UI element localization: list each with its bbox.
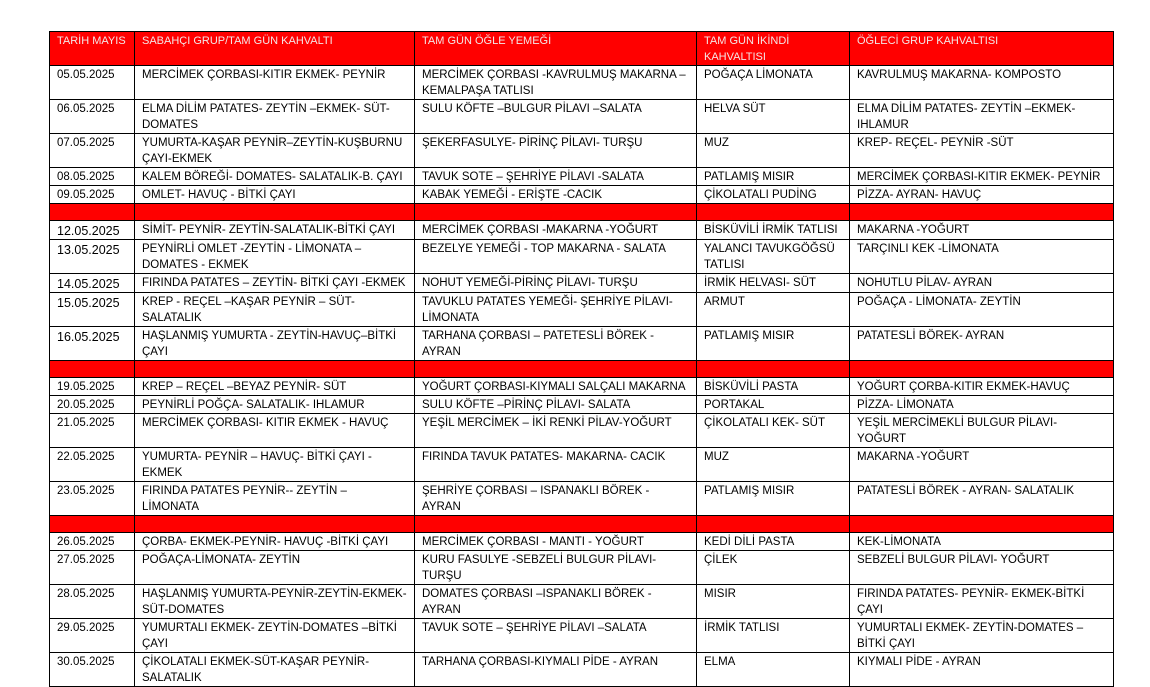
cell-date: 30.05.2025 — [50, 653, 135, 687]
cell-afternoon-snack: PORTAKAL — [697, 396, 850, 414]
cell-afternoon-group-breakfast: KREP- REÇEL- PEYNİR -SÜT — [850, 134, 1114, 168]
header-afternoon-group-breakfast: ÖĞLECİ GRUP KAHVALTISI — [850, 32, 1114, 66]
cell-afternoon-snack: PATLAMIŞ MISIR — [697, 327, 850, 361]
cell-afternoon-snack: ÇİKOLATALI KEK- SÜT — [697, 414, 850, 448]
cell-afternoon-group-breakfast: MAKARNA -YOĞURT — [850, 448, 1114, 482]
cell-morning-breakfast: ÇİKOLATALI EKMEK-SÜT-KAŞAR PEYNİR-SALATALIK — [135, 653, 415, 687]
cell-afternoon-group-breakfast: TARÇINLI KEK -LİMONATA — [850, 240, 1114, 274]
cell-afternoon-group-breakfast: SEBZELİ BULGUR PİLAVI- YOĞURT — [850, 551, 1114, 585]
cell-afternoon-group-breakfast: PATATESLİ BÖREK- AYRAN — [850, 327, 1114, 361]
cell-afternoon-group-breakfast: FIRINDA PATATES- PEYNİR- EKMEK-BİTKİ ÇAYI — [850, 585, 1114, 619]
cell-morning-breakfast: YUMURTALI EKMEK- ZEYTİN-DOMATES –BİTKİ ÇAYI — [135, 619, 415, 653]
separator-cell — [850, 204, 1114, 221]
cell-morning-breakfast: KALEM BÖREĞİ- DOMATES- SALATALIK-B. ÇAYI — [135, 168, 415, 186]
cell-afternoon-group-breakfast: MAKARNA -YOĞURT — [850, 221, 1114, 240]
separator-cell — [697, 516, 850, 533]
separator-cell — [50, 516, 135, 533]
cell-afternoon-group-breakfast: YEŞİL MERCİMEKLİ BULGUR PİLAVI- YOĞURT — [850, 414, 1114, 448]
cell-date: 29.05.2025 — [50, 619, 135, 653]
cell-date: 08.05.2025 — [50, 168, 135, 186]
table-row — [50, 482, 1114, 516]
cell-morning-breakfast: HAŞLANMIŞ YUMURTA-PEYNİR-ZEYTİN-EKMEK-SÜT-DOMATES — [135, 585, 415, 619]
cell-date: 07.05.2025 — [50, 134, 135, 168]
cell-afternoon-group-breakfast: PİZZA- AYRAN- HAVUÇ — [850, 186, 1114, 204]
table-row — [50, 378, 1114, 396]
cell-date: 06.05.2025 — [50, 100, 135, 134]
week-separator — [50, 204, 1114, 221]
cell-date: 15.05.2025 — [50, 293, 135, 327]
cell-afternoon-group-breakfast: KAVRULMUŞ MAKARNA- KOMPOSTO — [850, 66, 1114, 100]
cell-afternoon-snack: HELVA SÜT — [697, 100, 850, 134]
cell-date: 22.05.2025 — [50, 448, 135, 482]
separator-cell — [135, 516, 415, 533]
cell-morning-breakfast: POĞAÇA-LİMONATA- ZEYTİN — [135, 551, 415, 585]
cell-afternoon-group-breakfast: YOĞURT ÇORBA-KITIR EKMEK-HAVUÇ — [850, 378, 1114, 396]
cell-morning-breakfast: MERCİMEK ÇORBASI-KITIR EKMEK- PEYNİR — [135, 66, 415, 100]
cell-date: 14.05.2025 — [50, 274, 135, 293]
table-row — [50, 240, 1114, 274]
cell-lunch: FIRINDA TAVUK PATATES- MAKARNA- CACIK — [415, 448, 697, 482]
separator-cell — [850, 516, 1114, 533]
cell-lunch: MERCİMEK ÇORBASI -KAVRULMUŞ MAKARNA – KEMALPAŞA TATLISI — [415, 66, 697, 100]
table-row — [50, 327, 1114, 361]
cell-lunch: SULU KÖFTE –PİRİNÇ PİLAVI- SALATA — [415, 396, 697, 414]
table-row — [50, 533, 1114, 551]
cell-date: 05.05.2025 — [50, 66, 135, 100]
cell-morning-breakfast: PEYNİRLİ POĞÇA- SALATALIK- IHLAMUR — [135, 396, 415, 414]
cell-afternoon-snack: MUZ — [697, 448, 850, 482]
cell-morning-breakfast: KREP - REÇEL –KAŞAR PEYNİR – SÜT- SALATALIK — [135, 293, 415, 327]
cell-afternoon-snack: ARMUT — [697, 293, 850, 327]
header-afternoon-snack: TAM GÜN İKİNDİ KAHVALTISI — [697, 32, 850, 66]
cell-morning-breakfast: PEYNİRLİ OMLET -ZEYTİN - LİMONATA – DOMATES - EKMEK — [135, 240, 415, 274]
table-row — [50, 66, 1114, 100]
cell-morning-breakfast: ELMA DİLİM PATATES- ZEYTİN –EKMEK- SÜT-DOMATES — [135, 100, 415, 134]
cell-lunch: KABAK YEMEĞİ - ERİŞTE -CACIK — [415, 186, 697, 204]
meal-menu-table — [49, 31, 1114, 687]
cell-date: 20.05.2025 — [50, 396, 135, 414]
table-row — [50, 619, 1114, 653]
table-row — [50, 274, 1114, 293]
cell-date: 12.05.2025 — [50, 221, 135, 240]
table-row — [50, 168, 1114, 186]
cell-morning-breakfast: ÇORBA- EKMEK-PEYNİR- HAVUÇ -BİTKİ ÇAYI — [135, 533, 415, 551]
cell-morning-breakfast: FIRINDA PATATES PEYNİR-- ZEYTİN – LİMONATA — [135, 482, 415, 516]
cell-morning-breakfast: SİMİT- PEYNİR- ZEYTİN-SALATALIK-BİTKİ ÇAYI — [135, 221, 415, 240]
header-lunch: TAM GÜN ÖĞLE YEMEĞİ — [415, 32, 697, 66]
table-row — [50, 396, 1114, 414]
week-separator — [50, 516, 1114, 533]
cell-afternoon-snack: MUZ — [697, 134, 850, 168]
cell-afternoon-group-breakfast: POĞAÇA - LİMONATA- ZEYTİN — [850, 293, 1114, 327]
cell-date: 26.05.2025 — [50, 533, 135, 551]
cell-lunch: NOHUT YEMEĞİ-PİRİNÇ PİLAVI- TURŞU — [415, 274, 697, 293]
cell-date: 13.05.2025 — [50, 240, 135, 274]
table-row — [50, 134, 1114, 168]
cell-date: 16.05.2025 — [50, 327, 135, 361]
separator-cell — [697, 204, 850, 221]
cell-date: 21.05.2025 — [50, 414, 135, 448]
cell-afternoon-snack: POĞAÇA LİMONATA — [697, 66, 850, 100]
cell-afternoon-group-breakfast: KIYMALI PİDE - AYRAN — [850, 653, 1114, 687]
cell-lunch: TARHANA ÇORBASI – PATETESLİ BÖREK -AYRAN — [415, 327, 697, 361]
cell-afternoon-snack: MISIR — [697, 585, 850, 619]
cell-lunch: KURU FASULYE -SEBZELİ BULGUR PİLAVI-TURŞU — [415, 551, 697, 585]
cell-morning-breakfast: YUMURTA-KAŞAR PEYNİR–ZEYTİN-KUŞBURNU ÇAYI-EKMEK — [135, 134, 415, 168]
cell-lunch: DOMATES ÇORBASI –ISPANAKLI BÖREK - AYRAN — [415, 585, 697, 619]
cell-afternoon-snack: ELMA — [697, 653, 850, 687]
separator-cell — [50, 204, 135, 221]
table-row — [50, 448, 1114, 482]
cell-afternoon-snack: PATLAMIŞ MISIR — [697, 168, 850, 186]
table-row — [50, 186, 1114, 204]
cell-date: 27.05.2025 — [50, 551, 135, 585]
cell-lunch: TAVUK SOTE – ŞEHRİYE PİLAVI -SALATA — [415, 168, 697, 186]
cell-afternoon-snack: PATLAMIŞ MISIR — [697, 482, 850, 516]
cell-afternoon-snack: İRMİK HELVASI- SÜT — [697, 274, 850, 293]
cell-lunch: YOĞURT ÇORBASI-KIYMALI SALÇALI MAKARNA — [415, 378, 697, 396]
cell-morning-breakfast: YUMURTA- PEYNİR – HAVUÇ- BİTKİ ÇAYI - EKMEK — [135, 448, 415, 482]
cell-lunch: MERCİMEK ÇORBASI -MAKARNA -YOĞURT — [415, 221, 697, 240]
cell-afternoon-group-breakfast: KEK-LİMONATA — [850, 533, 1114, 551]
cell-afternoon-group-breakfast: NOHUTLU PİLAV- AYRAN — [850, 274, 1114, 293]
week-separator — [50, 361, 1114, 378]
cell-afternoon-snack: BİSKÜVİLİ PASTA — [697, 378, 850, 396]
separator-cell — [135, 361, 415, 378]
separator-cell — [697, 361, 850, 378]
cell-lunch: BEZELYE YEMEĞİ - TOP MAKARNA - SALATA — [415, 240, 697, 274]
separator-cell — [850, 361, 1114, 378]
cell-afternoon-snack: ÇİKOLATALI PUDİNG — [697, 186, 850, 204]
separator-cell — [415, 361, 697, 378]
cell-afternoon-group-breakfast: MERCİMEK ÇORBASI-KITIR EKMEK- PEYNİR — [850, 168, 1114, 186]
cell-lunch: ŞEKERFASULYE- PİRİNÇ PİLAVI- TURŞU — [415, 134, 697, 168]
table-row — [50, 653, 1114, 687]
table-row — [50, 414, 1114, 448]
cell-lunch: TAVUKLU PATATES YEMEĞİ- ŞEHRİYE PİLAVI-LİMONATA — [415, 293, 697, 327]
cell-lunch: TARHANA ÇORBASI-KIYMALI PİDE - AYRAN — [415, 653, 697, 687]
cell-lunch: ŞEHRİYE ÇORBASI – ISPANAKLI BÖREK - AYRAN — [415, 482, 697, 516]
cell-afternoon-group-breakfast: PATATESLİ BÖREK - AYRAN- SALATALIK — [850, 482, 1114, 516]
cell-morning-breakfast: FIRINDA PATATES – ZEYTİN- BİTKİ ÇAYI -EKMEK — [135, 274, 415, 293]
table-row — [50, 551, 1114, 585]
cell-lunch: SULU KÖFTE –BULGUR PİLAVI –SALATA — [415, 100, 697, 134]
table-row — [50, 293, 1114, 327]
cell-morning-breakfast: OMLET- HAVUÇ - BİTKİ ÇAYI — [135, 186, 415, 204]
separator-cell — [415, 204, 697, 221]
separator-cell — [50, 361, 135, 378]
cell-afternoon-snack: BİSKÜVİLİ İRMİK TATLISI — [697, 221, 850, 240]
cell-date: 28.05.2025 — [50, 585, 135, 619]
separator-cell — [135, 204, 415, 221]
cell-morning-breakfast: KREP – REÇEL –BEYAZ PEYNİR- SÜT — [135, 378, 415, 396]
cell-afternoon-group-breakfast: PİZZA- LİMONATA — [850, 396, 1114, 414]
cell-afternoon-snack: ÇİLEK — [697, 551, 850, 585]
separator-cell — [415, 516, 697, 533]
cell-morning-breakfast: MERCİMEK ÇORBASI- KITIR EKMEK - HAVUÇ — [135, 414, 415, 448]
cell-afternoon-group-breakfast: ELMA DİLİM PATATES- ZEYTİN –EKMEK- IHLAMUR — [850, 100, 1114, 134]
cell-date: 09.05.2025 — [50, 186, 135, 204]
header-date: TARİH MAYIS — [50, 32, 135, 66]
cell-lunch: MERCİMEK ÇORBASI - MANTI - YOĞURT — [415, 533, 697, 551]
cell-afternoon-group-breakfast: YUMURTALI EKMEK- ZEYTİN-DOMATES – BİTKİ ÇAYI — [850, 619, 1114, 653]
cell-afternoon-snack: YALANCI TAVUKGÖĞSÜ TATLISI — [697, 240, 850, 274]
table-row — [50, 221, 1114, 240]
cell-lunch: TAVUK SOTE – ŞEHRİYE PİLAVI –SALATA — [415, 619, 697, 653]
cell-date: 19.05.2025 — [50, 378, 135, 396]
table-row — [50, 100, 1114, 134]
menu-table-body — [50, 32, 1114, 687]
cell-morning-breakfast: HAŞLANMIŞ YUMURTA - ZEYTİN-HAVUÇ–BİTKİ ÇAYI — [135, 327, 415, 361]
cell-lunch: YEŞİL MERCİMEK – İKİ RENKİ PİLAV-YOĞURT — [415, 414, 697, 448]
cell-date: 23.05.2025 — [50, 482, 135, 516]
cell-afternoon-snack: İRMİK TATLISI — [697, 619, 850, 653]
table-row — [50, 585, 1114, 619]
header-morning-breakfast: SABAHÇI GRUP/TAM GÜN KAHVALTI — [135, 32, 415, 66]
cell-afternoon-snack: KEDİ DİLİ PASTA — [697, 533, 850, 551]
header-row — [50, 32, 1114, 66]
